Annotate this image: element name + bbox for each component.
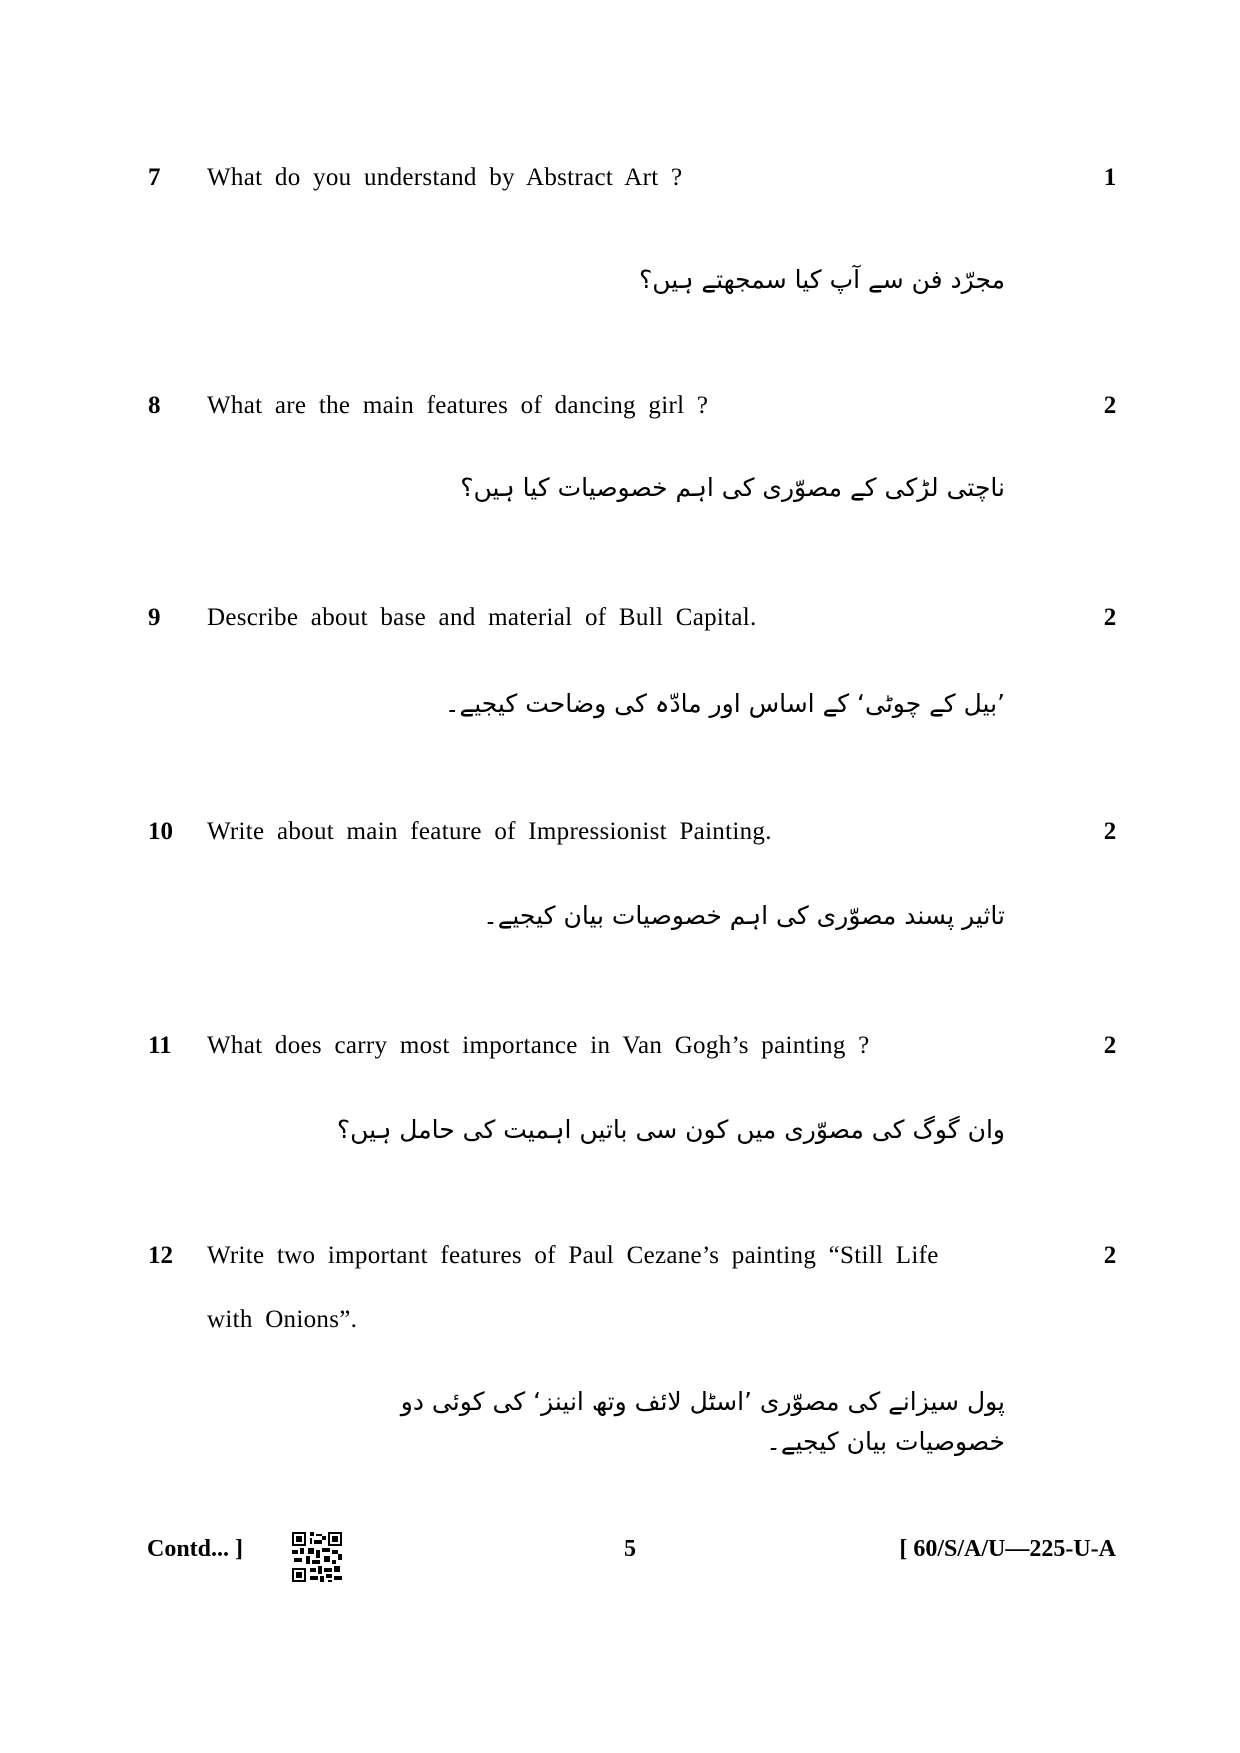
question-number: 9 [148,604,161,631]
question-text-line: What does carry most importance in Van Gogh’s painting ? [207,1032,870,1059]
question-marks: 2 [1103,392,1117,419]
question-number: 8 [148,392,161,419]
question-marks: 2 [1103,1032,1117,1059]
question-marks: 2 [1103,818,1117,845]
question-urdu-text: مجرّد فن سے آپ کیا سمجھتے ہیں؟ [638,265,1005,294]
question-text [207,602,1007,634]
question-number: 7 [148,164,161,191]
question-text [207,1030,1007,1062]
paper-code: [ 60/S/A/U—225-U-A [899,1536,1116,1562]
question-urdu-text: تاثیر پسند مصوّری کی اہم خصوصیات بیان کیجیے۔ [483,901,1005,930]
question-urdu-text: پول سیزانے کی مصوّری ’اسٹل لائف وتھ انینز‘ کی کوئی دو خصوصیات بیان کیجیے۔ [400,1387,1005,1456]
question-text [207,816,1007,848]
page-footer [0,1530,1240,1590]
question-marks: 2 [1103,604,1117,631]
question-text-line: What are the main features of dancing girl ? [207,392,709,419]
page-number: 5 [624,1536,636,1562]
question-text-line: Write two important features of Paul Cezane’s painting “Still Life [207,1242,939,1269]
question-text-line: Write about main feature of Impressionist Painting. [207,818,772,845]
question-text [207,390,1007,422]
question-urdu-text: ناچتی لڑکی کے مصوّری کی اہم خصوصیات کیا ہیں؟ [460,473,1005,502]
question-text [207,1240,1007,1336]
question-text-line: What do you understand by Abstract Art ? [207,164,683,191]
question-number: 11 [148,1032,172,1059]
question-number: 12 [148,1242,173,1269]
question-urdu-text: وان گوگ کی مصوّری میں کون سی باتیں اہمیت کی حامل ہیں؟ [336,1115,1005,1144]
question-text-line: Describe about base and material of Bull Capital. [207,604,757,631]
question-number: 10 [148,818,173,845]
question-urdu-text: ’بیل کے چوٹی‘ کے اساس اور مادّہ کی وضاحت کیجیے۔ [444,689,1005,718]
question-text [207,162,1007,194]
question-marks: 1 [1103,164,1117,191]
question-marks: 2 [1103,1242,1117,1269]
qr-code-icon [290,1530,344,1584]
question-text-line: with Onions”. [207,1306,358,1333]
footer-contd: Contd... ] [147,1536,244,1562]
